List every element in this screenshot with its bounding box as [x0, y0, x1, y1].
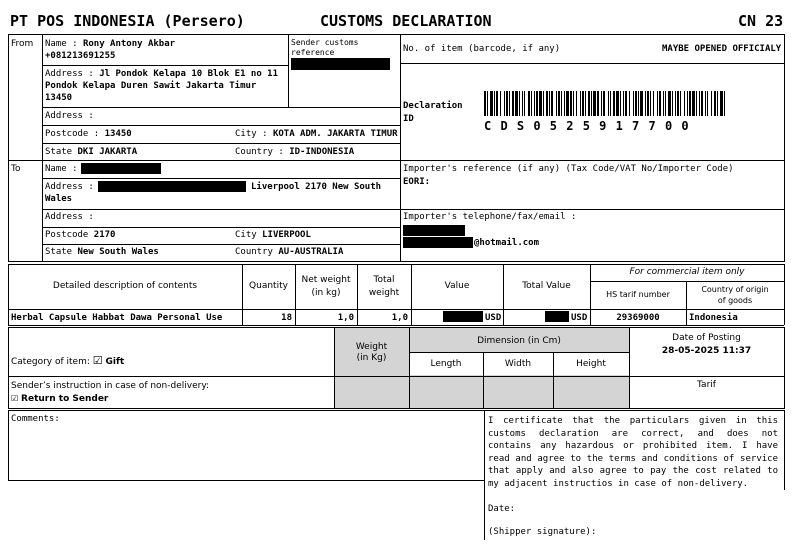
- barcode-bar: [608, 91, 609, 116]
- sender-ref-label-2: reference: [291, 48, 335, 57]
- td-quantity: 18: [281, 313, 292, 323]
- td-total-weight: 1,0: [391, 313, 408, 323]
- from-city: KOTA ADM. JAKARTA TIMUR: [272, 129, 398, 139]
- rule-instruction-bottom: [8, 408, 784, 409]
- rule-table-header-bottom: [8, 309, 784, 310]
- from-phone: +081213691255: [45, 51, 116, 61]
- barcode-bar: [635, 91, 637, 116]
- th-commercial: For commercial item only: [629, 267, 745, 277]
- barcode-bar: [484, 91, 486, 116]
- rule-table-top: [8, 264, 784, 265]
- barcode-bar: [701, 91, 703, 116]
- declaration-id: C D S 0 5 2 5 9 1 7 7 0 0: [484, 119, 690, 133]
- barcode-bar: [506, 91, 508, 116]
- barcode-bar: [613, 91, 615, 116]
- redaction-importer-email: [403, 237, 473, 248]
- from-address-line2: Pondok Kelapa Duren Sawit Jakarta Timur: [45, 81, 257, 91]
- barcode-bar: [684, 91, 685, 116]
- importer-phone-label: Importer's telephone/fax/email :: [403, 212, 577, 222]
- th-origin-2: of goods: [717, 296, 753, 305]
- th-value: Value: [444, 281, 470, 291]
- barcode-bar: [623, 91, 624, 116]
- certificate-date-label: Date:: [488, 504, 516, 514]
- rule-sender-ref: [288, 34, 289, 107]
- certificate-text: I certificate that the particulars given in this customs declaration are correct, and does not contains any hazardous or prohibited item. I have read and agree to the terms and conditions of service that apply and also agree to pay the cost related to my adjacent instructios in case of non-delivery.: [488, 416, 778, 489]
- td-total-value-currency: USD: [571, 313, 588, 323]
- rule-cat-bottom: [8, 376, 784, 377]
- barcode-bar: [625, 91, 627, 116]
- barcode-bar: [522, 91, 523, 116]
- barcode-bar: [585, 91, 586, 116]
- barcode-bar: [561, 91, 562, 116]
- barcode-bar: [620, 91, 621, 116]
- rule-name-bottom: [42, 65, 288, 66]
- barcode-bar: [659, 91, 661, 116]
- barcode-bar: [500, 91, 501, 116]
- posting-date: 28-05-2025 11:37: [661, 346, 752, 356]
- barcode-bar: [653, 91, 654, 116]
- barcode-bar: [580, 91, 581, 116]
- th-net-weight-1: Net weight: [301, 275, 351, 285]
- instruction-value: Return to Sender: [21, 394, 109, 404]
- td-net-weight: 1,0: [337, 313, 354, 323]
- barcode-bar: [680, 91, 681, 116]
- barcode-bar: [519, 91, 520, 116]
- barcode-bar: [551, 91, 553, 116]
- to-city-label: City: [235, 230, 257, 240]
- rule-left: [8, 34, 9, 262]
- barcode-bar: [576, 91, 577, 116]
- barcode-bar: [707, 91, 708, 116]
- td-description: Herbal Capsule Habbat Dawa Personal Use: [11, 313, 223, 323]
- form-code: CN 23: [738, 12, 784, 30]
- weight-label-2: (in Kg): [356, 353, 387, 363]
- barcode-bar: [539, 91, 542, 116]
- td-value-currency: USD: [485, 313, 502, 323]
- barcode-bar: [647, 91, 649, 116]
- redaction-to-address: [98, 181, 246, 192]
- rule-cat-left: [8, 327, 9, 409]
- rule-tcol-4: [411, 264, 412, 325]
- rule-tcol-8: [784, 264, 785, 325]
- barcode-bar: [640, 91, 643, 116]
- rule-to-postcode-bottom: [42, 244, 400, 245]
- rule-mid: [400, 34, 401, 262]
- company-name: PT POS INDONESIA (Persero): [10, 12, 245, 30]
- from-name-label: Name :: [45, 39, 78, 49]
- return-checkbox-icon[interactable]: ☑: [11, 394, 19, 403]
- barcode-bar: [494, 91, 495, 116]
- rule-address2-bottom: [42, 125, 400, 126]
- barcode-bar: [496, 91, 498, 116]
- category-label: Category of item:: [11, 357, 90, 367]
- rule-to-address2-bottom: [42, 227, 400, 228]
- rule-tcol-0: [8, 264, 9, 325]
- barcode-bar: [711, 91, 712, 116]
- barcode-bar: [603, 91, 605, 116]
- to-address-label: Address :: [45, 182, 94, 192]
- barcode-bar: [601, 91, 602, 116]
- th-total-weight-1: Total: [373, 275, 395, 285]
- barcode-bar: [546, 91, 548, 116]
- to-city: LIVERPOOL: [262, 230, 311, 240]
- barcode-bar: [724, 91, 725, 116]
- barcode-bar: [696, 91, 697, 116]
- barcode-bar: [638, 91, 639, 116]
- barcode-bar: [593, 91, 596, 116]
- from-name: Rony Antony Akbar: [82, 39, 176, 49]
- rule-comments-left: [8, 410, 9, 481]
- maybe-opened: MAYBE OPENED OFFICIALY: [662, 44, 782, 54]
- barcode-bar: [677, 91, 679, 116]
- rule-dim-label-bottom: [409, 352, 629, 353]
- barcode-bar: [504, 91, 505, 116]
- from-address-line1: Jl Pondok Kelapa 10 Blok E1 no 11: [99, 69, 279, 79]
- rule-dcol-1: [334, 327, 335, 409]
- rule-address-bottom-1: [42, 107, 400, 108]
- barcode-bar: [490, 91, 493, 116]
- rule-cert-right: [784, 410, 785, 490]
- form-title: CUSTOMS DECLARATION: [320, 12, 492, 30]
- barcode-bar: [633, 91, 634, 116]
- barcode-bar: [558, 91, 560, 116]
- weight-label-1: Weight: [355, 342, 388, 352]
- barcode-bar: [650, 91, 651, 116]
- barcode-bar: [543, 91, 544, 116]
- barcode-bar: [717, 91, 718, 116]
- to-address2-label: Address :: [45, 212, 94, 222]
- rule-noitem-bottom: [400, 63, 784, 64]
- th-hs-tarif: HS tarif number: [606, 290, 670, 299]
- barcode-bar: [512, 91, 514, 116]
- rule-from-to: [8, 160, 784, 161]
- shipper-signature-label: (Shipper signature):: [488, 527, 597, 537]
- rule-to-address-bottom: [42, 209, 784, 210]
- from-postcode-label: Postcode :: [45, 129, 100, 139]
- barcode-bar: [582, 91, 584, 116]
- sender-ref-label-1: Sender customs: [291, 38, 359, 47]
- from-country: ID-INDONESIA: [289, 147, 355, 157]
- from-address-label: Address :: [45, 69, 94, 79]
- to-country: AU-AUSTRALIA: [278, 247, 344, 257]
- gift-checkbox-icon[interactable]: ☑: [92, 354, 103, 367]
- th-description: Detailed description of contents: [52, 281, 198, 291]
- barcode-bar: [714, 91, 716, 116]
- tarif-label: Tarif: [697, 380, 716, 390]
- barcode-bar: [564, 91, 565, 116]
- rule-cat-right: [784, 327, 785, 409]
- barcode-bar: [689, 91, 691, 116]
- barcode-bar: [610, 91, 611, 116]
- barcode-bar: [692, 91, 695, 116]
- barcode-bar: [515, 91, 518, 116]
- th-total-weight-2: weight: [368, 288, 400, 298]
- barcode-bar: [645, 91, 646, 116]
- no-item-label: No. of item (barcode, if any): [403, 44, 561, 54]
- importer-email-tail: @hotmail.com: [474, 238, 540, 248]
- barcode-bar: [705, 91, 706, 116]
- barcode-bar: [597, 91, 599, 116]
- barcode-bar: [528, 91, 530, 116]
- td-hs-tarif: 29369000: [616, 313, 660, 323]
- from-label: From: [11, 39, 34, 49]
- to-postcode-label: Postcode: [45, 230, 89, 240]
- barcode-bar: [657, 91, 658, 116]
- length-label: Length: [430, 359, 462, 369]
- barcode-bar: [566, 91, 569, 116]
- from-country-label: Country :: [235, 147, 284, 157]
- th-total-value: Total Value: [522, 281, 571, 291]
- rule-tcol-5: [503, 264, 504, 325]
- barcode-bar: [487, 91, 488, 116]
- to-state: New South Wales: [77, 247, 159, 257]
- from-address-line3: 13450: [45, 93, 73, 103]
- rule-postcode-bottom: [42, 143, 400, 144]
- rule-commercial-bottom: [590, 281, 784, 282]
- barcode-bar: [672, 91, 673, 116]
- to-postcode: 2170: [93, 230, 116, 240]
- to-address-tail: Liverpool 2170 New South: [251, 182, 382, 192]
- to-name-label: Name :: [45, 164, 78, 174]
- declaration-label-2: ID: [403, 114, 414, 124]
- td-origin: Indonesia: [689, 313, 738, 323]
- barcode-bar: [668, 91, 671, 116]
- th-net-weight-2: (in kg): [311, 288, 341, 298]
- barcode-bar: [699, 91, 700, 116]
- barcode-bar: [534, 91, 535, 116]
- importer-ref-label: Importer's reference (if any) (Tax Code/VAT No/Importer Code): [403, 164, 734, 174]
- width-label: Width: [504, 359, 532, 369]
- redaction-to-name: [81, 163, 161, 174]
- rule-comments-top: [8, 410, 784, 411]
- from-address2-label: Address :: [45, 111, 94, 121]
- to-label: To: [11, 164, 21, 174]
- redaction-sender-ref: [291, 58, 390, 70]
- redaction-importer-phone: [403, 225, 465, 236]
- declaration-barcode: [484, 91, 726, 116]
- from-state: DKI JAKARTA: [77, 147, 138, 157]
- barcode-bar: [531, 91, 532, 116]
- barcode-bar: [665, 91, 666, 116]
- barcode-bar: [588, 91, 590, 116]
- barcode-bar: [549, 91, 550, 116]
- dimension-label: Dimension (in Cm): [477, 336, 561, 346]
- from-city-label: City :: [235, 129, 268, 139]
- rule-comments-bottom: [8, 480, 484, 481]
- barcode-bar: [573, 91, 574, 116]
- rule-table-row-bottom: [8, 325, 784, 326]
- barcode-bar: [536, 91, 538, 116]
- barcode-bar: [663, 91, 664, 116]
- barcode-bar: [509, 91, 510, 116]
- rule-to-name-bottom: [42, 178, 400, 179]
- from-state-label: State: [45, 147, 73, 157]
- rule-cat-top: [8, 327, 784, 328]
- rule-right: [784, 34, 785, 262]
- rule-cert-left: [484, 410, 485, 540]
- rule-address-bottom: [8, 261, 784, 262]
- barcode-bar: [570, 91, 572, 116]
- barcode-bar: [524, 91, 525, 116]
- redaction-value: [443, 311, 483, 322]
- eori-label: EORI:: [403, 177, 431, 187]
- instruction-label: Sender’s instruction in case of non-delivery:: [11, 381, 210, 391]
- th-quantity: Quantity: [249, 281, 288, 291]
- redaction-total-value: [545, 311, 569, 322]
- barcode-bar: [720, 91, 723, 116]
- height-label: Height: [576, 359, 606, 369]
- rule-top: [8, 34, 784, 35]
- category-value: Gift: [105, 357, 125, 367]
- barcode-bar: [629, 91, 630, 116]
- barcode-bar: [591, 91, 592, 116]
- barcode-bar: [687, 91, 688, 116]
- th-origin-1: Country of origin: [701, 285, 769, 294]
- to-address-line2: Wales: [45, 194, 73, 204]
- comments-label: Comments:: [11, 414, 60, 424]
- posting-label: Date of Posting: [672, 333, 741, 343]
- to-state-label: State: [45, 247, 73, 257]
- barcode-bar: [616, 91, 619, 116]
- declaration-label-1: Declaration: [403, 101, 463, 111]
- barcode-bar: [675, 91, 676, 116]
- from-postcode: 13450: [104, 129, 132, 139]
- to-country-label: Country: [235, 247, 273, 257]
- barcode-bar: [556, 91, 557, 116]
